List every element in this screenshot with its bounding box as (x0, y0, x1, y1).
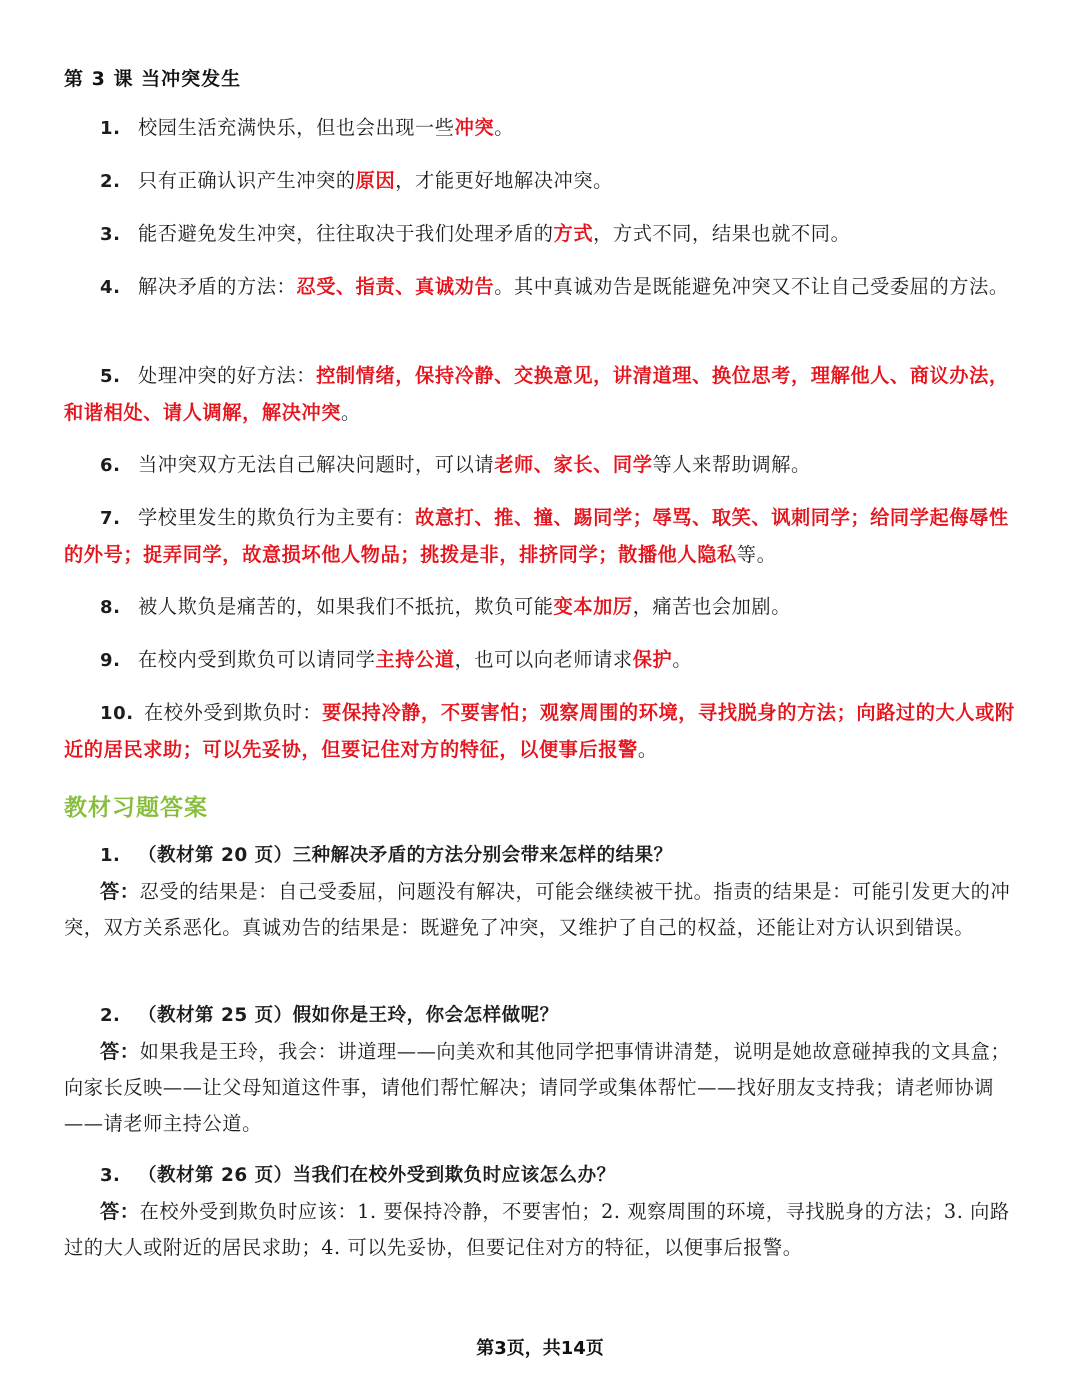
point-7 (64, 500, 1020, 573)
point-text: ，才能更好地解决冲突。 (395, 169, 613, 192)
qa-question-text: （教材第 20 页）三种解决矛盾的方法分别会带来怎样的结果？ (138, 845, 673, 866)
lesson-title: 第 3 课 当冲突发生 (64, 68, 242, 90)
answer-label: 答： (100, 1200, 140, 1223)
qa-number: 2. (100, 1005, 121, 1026)
keyword-text: 变本加厉 (553, 595, 633, 618)
point-number: 8. (100, 597, 121, 618)
point-text: 。 (672, 648, 693, 671)
keyword-text: 方式 (553, 222, 594, 245)
qa-number: 3. (100, 1165, 121, 1186)
point-text: 。 (341, 401, 361, 424)
point-number: 4. (100, 277, 121, 298)
point-text: 。其中真诚劝告是既能避免冲突又不让自己受委屈的方法。 (494, 275, 1009, 298)
keyword-text: 主持公道 (375, 648, 455, 671)
qa-question (64, 1158, 1020, 1194)
point-text: 只有正确认识产生冲突的 (138, 169, 356, 192)
point-4 (64, 269, 1020, 306)
qa-item-3 (64, 1158, 1020, 1266)
point-number: 5. (100, 366, 121, 387)
point-text: 解决矛盾的方法： (138, 275, 297, 298)
answer-label: 答： (100, 1040, 140, 1063)
point-text: 能否避免发生冲突，往往取决于我们处理矛盾的 (138, 222, 554, 245)
qa-item-1 (64, 838, 1020, 946)
point-text: 等。 (736, 543, 777, 566)
point-text: ，痛苦也会加剧。 (632, 595, 792, 618)
point-text: 在校外受到欺负时： (144, 701, 323, 724)
keyword-text: 控制情绪，保持冷静、交换意见，讲清道理、换位思考，理解他人、商议办法，和谐相处、请人调解，解决冲突 (64, 364, 1009, 424)
keyword-text: 保护 (632, 648, 673, 671)
point-1 (64, 110, 1020, 147)
page-footer: 第3页，共14页 (476, 1338, 604, 1359)
qa-question (64, 998, 1020, 1034)
qa-question-text: （教材第 25 页）假如你是王玲，你会怎样做呢？ (138, 1005, 559, 1026)
point-text: 等人来帮助调解。 (652, 453, 811, 476)
point-number: 7. (100, 508, 121, 529)
point-text: ，方式不同，结果也就不同。 (593, 222, 851, 245)
keyword-text: 忍受、指责、真诚劝告 (296, 275, 495, 298)
section-title: 教材习题答案 (64, 795, 208, 821)
keyword-text: 冲突 (454, 116, 495, 139)
qa-item-2 (64, 998, 1020, 1142)
point-5 (64, 358, 1020, 431)
point-number: 9. (100, 650, 121, 671)
point-text: 校园生活充满快乐，但也会出现一些 (138, 116, 455, 139)
point-number: 3. (100, 224, 121, 245)
qa-question-text: （教材第 26 页）当我们在校外受到欺负时应该怎么办？ (138, 1165, 616, 1186)
point-text: 在校内受到欺负可以请同学 (138, 648, 376, 671)
point-3 (64, 216, 1020, 253)
point-9 (64, 642, 1020, 679)
point-text: 处理冲突的好方法： (138, 364, 317, 387)
point-10 (64, 695, 1020, 768)
keyword-text: 原因 (355, 169, 396, 192)
keyword-text: 故意打、推、撞、踢同学；辱骂、取笑、讽刺同学；给同学起侮辱性的外号；捉弄同学，故意损坏他人物品；挑拨是非，排挤同学；散播他人隐私 (64, 506, 1009, 566)
point-text: 。 (637, 738, 658, 761)
point-6 (64, 447, 1020, 484)
point-text: 。 (494, 116, 514, 139)
point-number: 6. (100, 455, 121, 476)
point-8 (64, 589, 1020, 626)
qa-question (64, 838, 1020, 874)
qa-answer-text: 如果我是王玲，我会：讲道理——向美欢和其他同学把事情讲清楚，说明是她故意碰掉我的文具盒；向家长反映——让父母知道这件事，请他们帮忙解决；请同学或集体帮忙——找好朋友支持我；请老师协调——请老师主持公道。 (64, 1040, 1011, 1135)
answer-label: 答： (100, 880, 140, 903)
qa-number: 1. (100, 845, 121, 866)
keyword-text: 老师、家长、同学 (494, 453, 653, 476)
keyword-text: 要保持冷静，不要害怕；观察周围的环境，寻找脱身的方法；向路过的大人或附近的居民求助；可以先妥协，但要记住对方的特征，以便事后报警 (64, 701, 1015, 761)
point-2 (64, 163, 1020, 200)
qa-answer-text: 忍受的结果是：自己受委屈，问题没有解决，可能会继续被干扰。指责的结果是：可能引发更大的冲突，双方关系恶化。真诚劝告的结果是：既避免了冲突，又维护了自己的权益，还能让对方认识到错误。 (64, 880, 1011, 939)
point-text: ，也可以向老师请求 (454, 648, 633, 671)
point-text: 学校里发生的欺负行为主要有： (138, 506, 416, 529)
point-number: 10. (100, 703, 134, 724)
point-number: 1. (100, 118, 121, 139)
qa-answer-text: 在校外受到欺负时应该：1. 要保持冷静，不要害怕；2. 观察周围的环境，寻找脱身的方法；3. 向路过的大人或附近的居民求助；4. 可以先妥协，但要记住对方的特征，以便事后报警。 (64, 1200, 1010, 1259)
point-text: 当冲突双方无法自己解决问题时，可以请 (138, 453, 495, 476)
point-number: 2. (100, 171, 121, 192)
point-text: 被人欺负是痛苦的，如果我们不抵抗，欺负可能 (138, 595, 554, 618)
